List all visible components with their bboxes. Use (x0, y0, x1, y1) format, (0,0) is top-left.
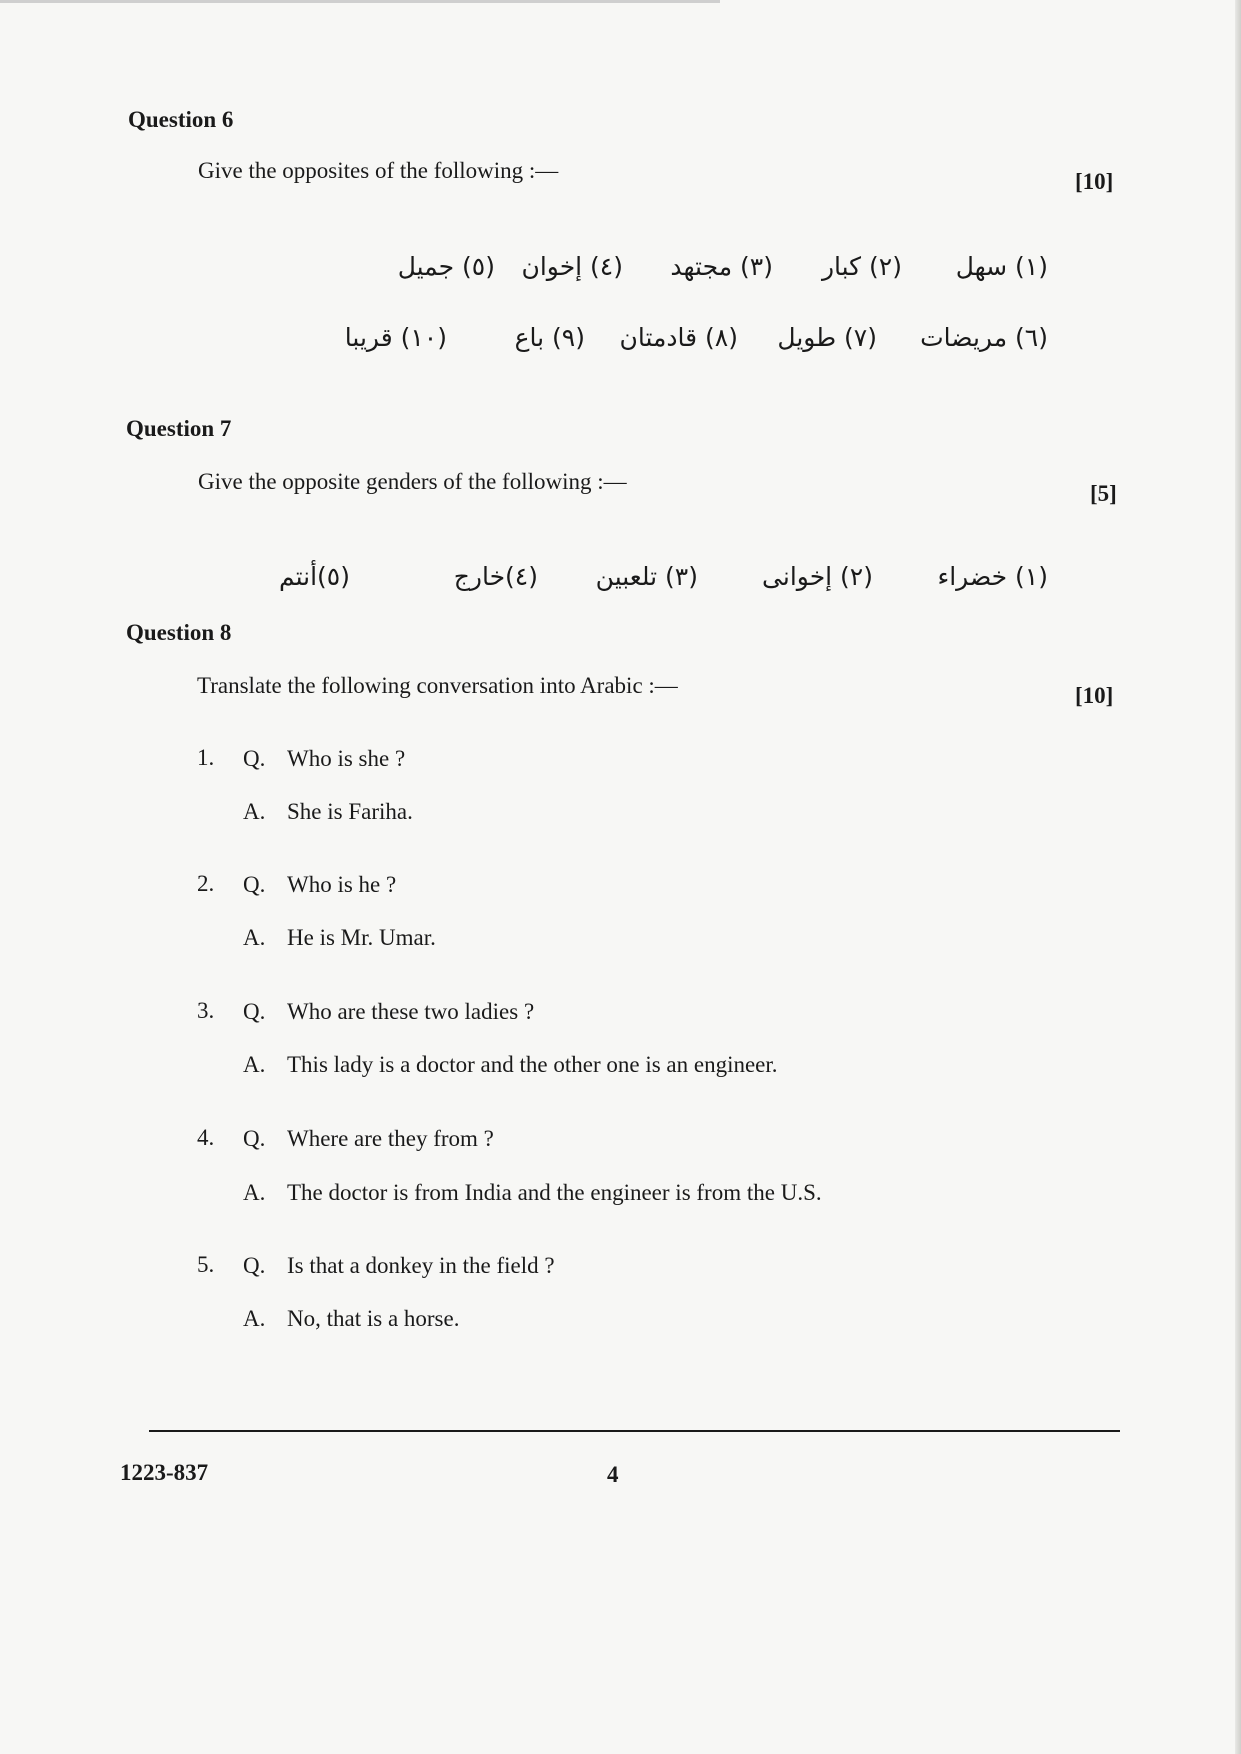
arabic-word: (٥) جميل (397, 252, 495, 281)
arabic-word: (٥)أنتم (278, 562, 350, 591)
answer-label: A. (243, 925, 266, 950)
arabic-word: (٤) إخوان (521, 252, 623, 281)
answer-label: A. (243, 799, 266, 824)
question-6-heading: Question 6 (128, 107, 234, 132)
question-label: Q. (243, 999, 266, 1024)
question-label: Q. (243, 746, 266, 771)
question-6-instruction: Give the opposites of the following :— (198, 158, 559, 183)
item-number: 5. (197, 1252, 215, 1277)
arabic-word: (٣) تلعبين (595, 562, 698, 591)
question-label: Q. (243, 1253, 266, 1278)
question-text: Who is he ? (287, 872, 397, 897)
question-6-row-1 (300, 252, 1060, 292)
answer-text: No, that is a horse. (287, 1306, 460, 1331)
question-6-row-2 (300, 323, 1060, 363)
arabic-word: (٨) قادمتان (619, 323, 738, 352)
question-7-instruction: Give the opposite genders of the following :— (198, 469, 627, 494)
answer-text: She is Fariha. (287, 799, 413, 824)
scan-edge (0, 0, 720, 3)
arabic-word: (٤)خارج (453, 562, 538, 591)
question-text: Where are they from ? (287, 1126, 494, 1151)
arabic-word: (٣) مجتهد (670, 252, 773, 281)
question-text: Who are these two ladies ? (287, 999, 535, 1024)
arabic-word: (٢) إخوانى (762, 562, 873, 591)
item-number: 4. (197, 1125, 215, 1150)
question-7-marks: [5] (1090, 481, 1117, 506)
question-label: Q. (243, 872, 266, 897)
question-8-marks: [10] (1075, 683, 1114, 708)
question-7-heading: Question 7 (126, 416, 232, 441)
scan-edge (1235, 0, 1241, 1754)
arabic-word: (١) سهل (955, 252, 1048, 281)
arabic-word: (١) خضراء (937, 562, 1048, 591)
page-number: 4 (607, 1462, 619, 1487)
question-8-instruction: Translate the following conversation into Arabic :— (197, 673, 678, 698)
item-number: 2. (197, 871, 215, 896)
question-7-row-1 (250, 562, 1060, 602)
answer-label: A. (243, 1180, 266, 1205)
footer-divider (149, 1430, 1120, 1432)
arabic-word: (٩) باع (514, 323, 585, 352)
arabic-word: (٢) كبار (821, 252, 902, 281)
paper-code: 1223-837 (120, 1460, 209, 1485)
question-8-heading: Question 8 (126, 620, 232, 645)
arabic-word: (٧) طويل (777, 323, 877, 352)
item-number: 3. (197, 998, 215, 1023)
answer-text: The doctor is from India and the engineer is from the U.S. (287, 1180, 822, 1205)
answer-label: A. (243, 1306, 266, 1331)
answer-text: This lady is a doctor and the other one is an engineer. (287, 1052, 778, 1077)
question-text: Is that a donkey in the field ? (287, 1253, 555, 1278)
arabic-word: (١٠) قريبا (344, 323, 447, 352)
item-number: 1. (197, 745, 215, 770)
question-text: Who is she ? (287, 746, 406, 771)
answer-label: A. (243, 1052, 266, 1077)
answer-text: He is Mr. Umar. (287, 925, 436, 950)
question-label: Q. (243, 1126, 266, 1151)
question-6-marks: [10] (1075, 169, 1114, 194)
arabic-word: (٦) مريضات (920, 323, 1048, 352)
